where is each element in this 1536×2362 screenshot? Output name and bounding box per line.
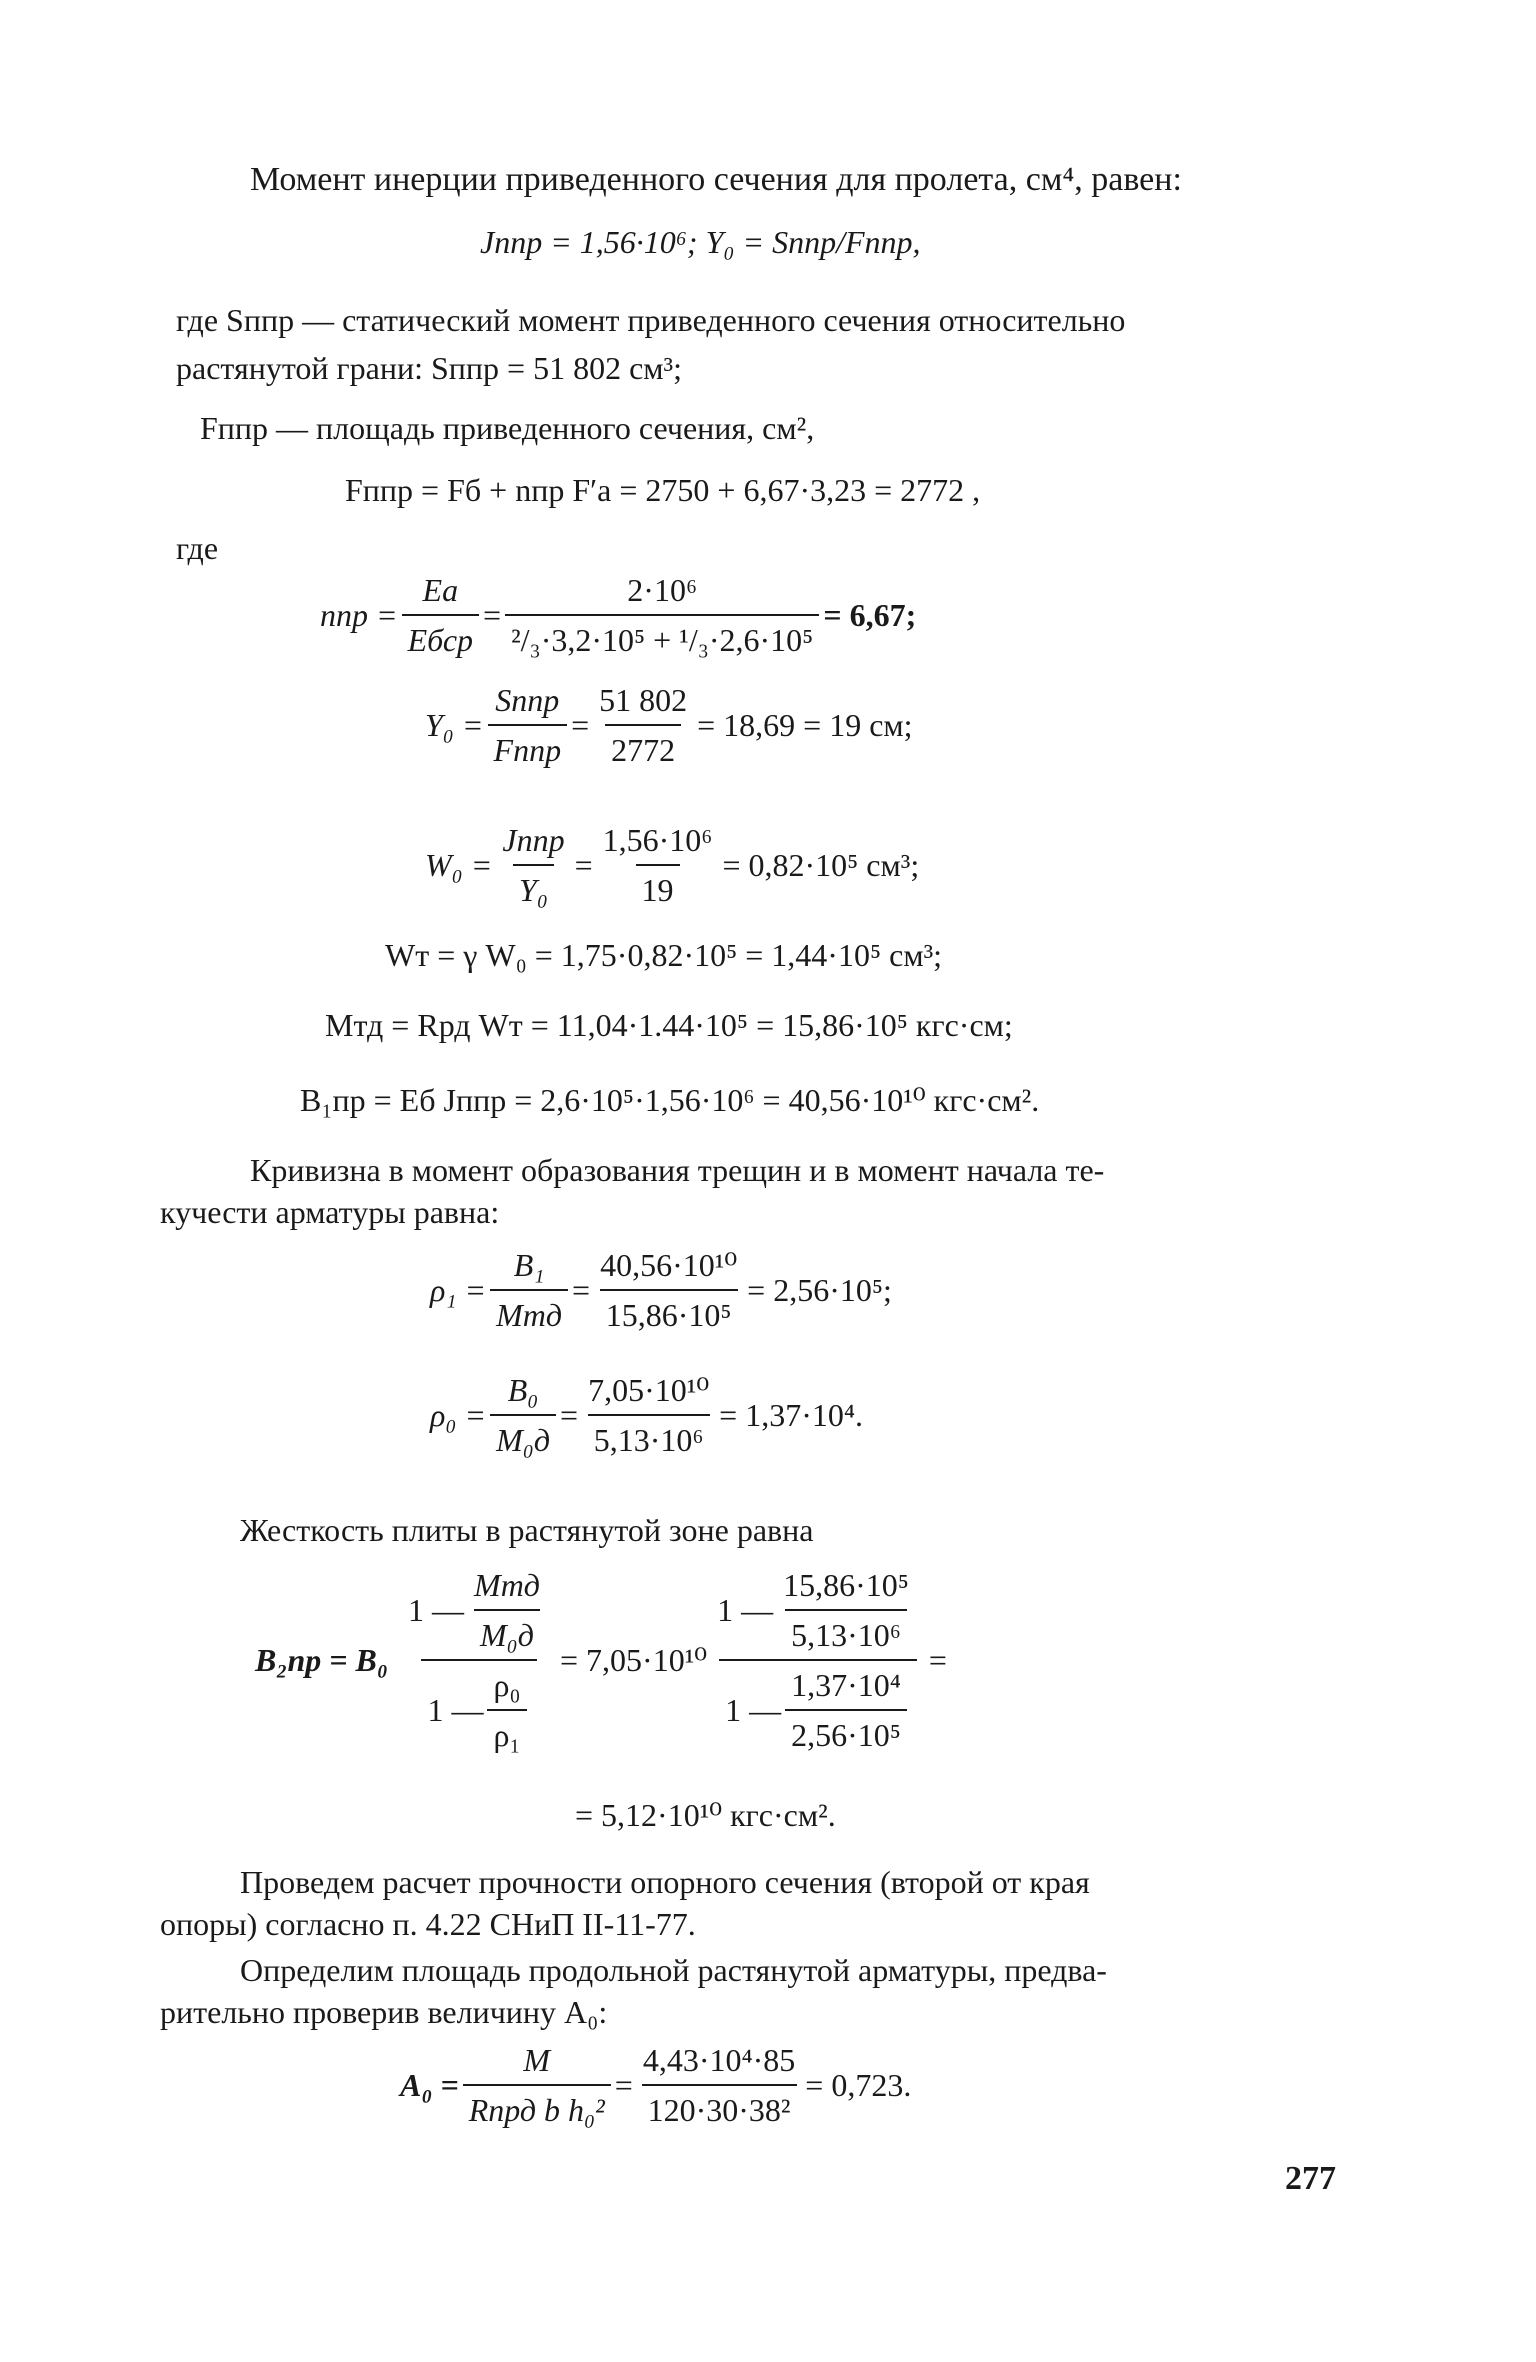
eq-w0-fraction-1 (496, 820, 570, 910)
eq-rho0-fraction-2 (582, 1370, 715, 1460)
eq-w0-f2-numerator: 1,56·10⁶ (602, 822, 713, 858)
calc-line-1: Проведем расчет прочности опорного сечения (второй от края (240, 1864, 1090, 1900)
where-f-line: Fппр — площадь приведенного сечения, см², (200, 410, 815, 446)
equation-mt: Mтд = Rрд Wт = 11,04·1.44·10⁵ = 15,86·10⁵ кгс·см; (325, 1007, 1013, 1043)
equation-rho0: ρ₀ = $\frac{\text{B₀}}{\text{M₀д}}$ = $\frac{\text{7,05·10¹⁰}}{\text{5,13·10⁶}}$ = 1,37·10⁴. (430, 1372, 864, 1458)
eq-b2-a-den-fraction (487, 1665, 526, 1755)
eq-n-f1-numerator: Eа (422, 572, 459, 608)
curvature-line-1: Кривизна в момент образования трещин и в момент начала те- (250, 1152, 1105, 1188)
curvature-line-2: кучести арматуры равна: (160, 1194, 500, 1230)
eq-w0-f2-denominator: 19 (636, 864, 680, 910)
eq-rho0-f1-numerator: B₀ (507, 1372, 539, 1408)
eq-y0-f2-numerator: 51 802 (599, 682, 688, 718)
eq-rho0-result: = 1,37·10⁴. (719, 1397, 864, 1433)
eq-rho1-f1-denominator: Mтд (490, 1289, 568, 1335)
eq-y0-f2-denominator: 2772 (605, 724, 681, 770)
eq-b2-b-num-one: 1 — (717, 1592, 774, 1628)
stiffness-line: Жесткость плиты в растянутой зоне равна (240, 1512, 814, 1548)
eq-b2-fraction-b (711, 1565, 925, 1755)
equation-w0: W₀ = $\frac{\text{Jппр}}{\text{Y₀}}$ = $\frac{\text{1,56·10⁶}}{19}$ = 0,82·10⁵ см³; (425, 822, 920, 908)
page-number: 277 (1285, 2160, 1336, 2197)
eq-a0-fraction-1 (463, 2040, 611, 2130)
eq-y0-fraction-1 (488, 680, 568, 770)
eq-n-fraction-2 (505, 570, 819, 660)
eq-rho0-f2-numerator: 7,05·10¹⁰ (588, 1372, 710, 1408)
eq-w0-f1-denominator: Y₀ (513, 864, 554, 910)
eq-n-fraction-1 (402, 570, 479, 660)
eq-n-f1-denominator: Eбср (402, 614, 479, 660)
eq-n-f2-numerator: 2·10⁶ (627, 572, 698, 608)
eq-rho1-fraction-1 (490, 1245, 568, 1335)
eq-b2-b-numerator (711, 1565, 925, 1659)
eq-rho0-f1-denominator: M₀д (490, 1414, 556, 1460)
eq-b2-a-num-one: 1 — (408, 1592, 465, 1628)
eq-y0-f1-numerator: Sппр (495, 682, 560, 718)
eq-rho0-fraction-1 (490, 1370, 556, 1460)
eq-b2-b-den-top: 1,37·10⁴ (791, 1667, 901, 1703)
eq-a0-result: = 0,723. (805, 2067, 912, 2103)
intro-line: Момент инерции приведенного сечения для пролета, см⁴, равен: (250, 161, 1182, 198)
eq-b2-lhs: B₂пр = B₀ (255, 1642, 389, 1678)
area-line-2: рительно проверив величину A₀: (160, 1994, 608, 2030)
equation-b2-result: = 5,12·10¹⁰ кгс·см². (575, 1797, 836, 1833)
eq-n-result: = 6,67; (823, 597, 917, 633)
equation-y0: Y₀ = $\frac{\text{Sппр}}{\text{Fппр}}$ = $\frac{51 802}{2772}$ = 18,69 = 19 см; (425, 682, 913, 768)
where-s-line-2: растянутой грани: Sппр = 51 802 см³; (176, 350, 682, 386)
equation-n: nпр = $\frac{Eа}{\text{Eбср}}$ = $\frac{\text{2·10⁶}}{\text{²/₃·3,2·10⁵ + ¹/₃·2,6·10⁵}}$ = 6,67; (320, 572, 917, 658)
equation-inertia: Jппр = 1,56·10⁶; Y₀ = Sппр/Fппр, (480, 224, 921, 260)
equation-b1: B₁пр = Eб Jппр = 2,6·10⁵·1,56·10⁶ = 40,56·10¹⁰ кгс·см². (300, 1082, 1040, 1118)
eq-b2-a-num-fraction (468, 1565, 546, 1655)
equation-b2 (255, 1565, 947, 1755)
eq-b2-tail: = (928, 1642, 947, 1678)
where-s-line-1: где Sппр — статический момент приведенного сечения относительно (176, 302, 1126, 338)
eq-a0-f1-denominator: Rпрд b h₀² (463, 2084, 611, 2130)
eq-a0-f2-denominator: 120·30·38² (642, 2084, 797, 2130)
eq-y0-lhs: Y₀ = (425, 707, 484, 743)
eq-a0-f2-numerator: 4,43·10⁴·85 (642, 2042, 796, 2078)
eq-b2-b-num-top: 15,86·10⁵ (783, 1567, 909, 1603)
eq-rho1-f2-denominator: 15,86·10⁵ (600, 1289, 738, 1335)
eq-b2-a-den-top: ρ₀ (493, 1667, 521, 1703)
eq-w0-fraction-2 (597, 820, 719, 910)
eq-w0-f1-numerator: Jппр (502, 822, 565, 858)
eq-b2-a-num-top: Mтд (474, 1567, 540, 1603)
eq-a0-lhs: A₀ = (400, 2067, 459, 2103)
eq-b2-b-den-one: 1 — (725, 1692, 782, 1728)
eq-a0-f1-numerator: M (523, 2042, 551, 2078)
eq-b2-b-den-bottom: 2,56·10⁵ (785, 1709, 907, 1755)
eq-b2-a-denominator (421, 1659, 536, 1755)
eq-rho0-lhs: ρ₀ = (430, 1397, 487, 1433)
eq-b2-middle: = 7,05·10¹⁰ (559, 1642, 708, 1678)
eq-rho1-f2-numerator: 40,56·10¹⁰ (600, 1247, 738, 1283)
eq-y0-f1-denominator: Fппр (488, 724, 568, 770)
eq-w0-result: = 0,82·10⁵ см³; (722, 847, 920, 883)
eq-y0-result: = 18,69 = 19 см; (697, 707, 913, 743)
area-line-1: Определим площадь продольной растянутой арматуры, предва- (240, 1952, 1107, 1988)
eq-y0-fraction-2 (593, 680, 693, 770)
eq-b2-b-num-bottom: 5,13·10⁶ (785, 1609, 907, 1655)
eq-rho1-f1-numerator: B₁ (513, 1247, 545, 1283)
eq-b2-b-denominator (719, 1659, 917, 1755)
eq-b2-a-numerator (402, 1565, 556, 1659)
eq-n-f2-denominator: ²/₃·3,2·10⁵ + ¹/₃·2,6·10⁵ (505, 614, 819, 660)
where-label: где (176, 530, 219, 566)
equation-wt: Wт = γ W₀ = 1,75·0,82·10⁵ = 1,44·10⁵ см³; (385, 937, 943, 973)
equation-rho1: ρ₁ = $\frac{\text{B₁}}{\text{Mтд}}$ = $\frac{\text{40,56·10¹⁰}}{\text{15,86·10⁵}}$ = 2,56·10⁵; (430, 1247, 892, 1333)
eq-n-lhs: nпр = (320, 597, 398, 633)
eq-b2-b-num-fraction (777, 1565, 915, 1655)
eq-rho1-fraction-2 (594, 1245, 743, 1335)
eq-b2-a-num-bottom: M₀д (474, 1609, 540, 1655)
eq-rho0-f2-denominator: 5,13·10⁶ (588, 1414, 710, 1460)
equation-area: Fппр = Fб + nпр F′а = 2750 + 6,67·3,23 = 2772 , (345, 472, 981, 508)
eq-b2-fraction-a (402, 1565, 556, 1755)
eq-b2-a-den-bottom: ρ₁ (487, 1709, 526, 1755)
eq-rho1-lhs: ρ₁ = (430, 1272, 487, 1308)
calc-line-2: опоры) согласно п. 4.22 СНиП II-11-77. (160, 1906, 696, 1942)
eq-w0-lhs: W₀ = (425, 847, 493, 883)
eq-b2-b-den-fraction (785, 1665, 907, 1755)
eq-b2-a-den-one: 1 — (427, 1692, 484, 1728)
eq-rho1-result: = 2,56·10⁵; (747, 1272, 892, 1308)
eq-a0-fraction-2 (637, 2040, 801, 2130)
equation-a0: A₀ = $\frac{M}{\text{Rпрд b h₀²}}$ = $\frac{\text{4,43·10⁴·85}}{\text{120·30·38²}}$ = 0,723. (400, 2042, 912, 2128)
